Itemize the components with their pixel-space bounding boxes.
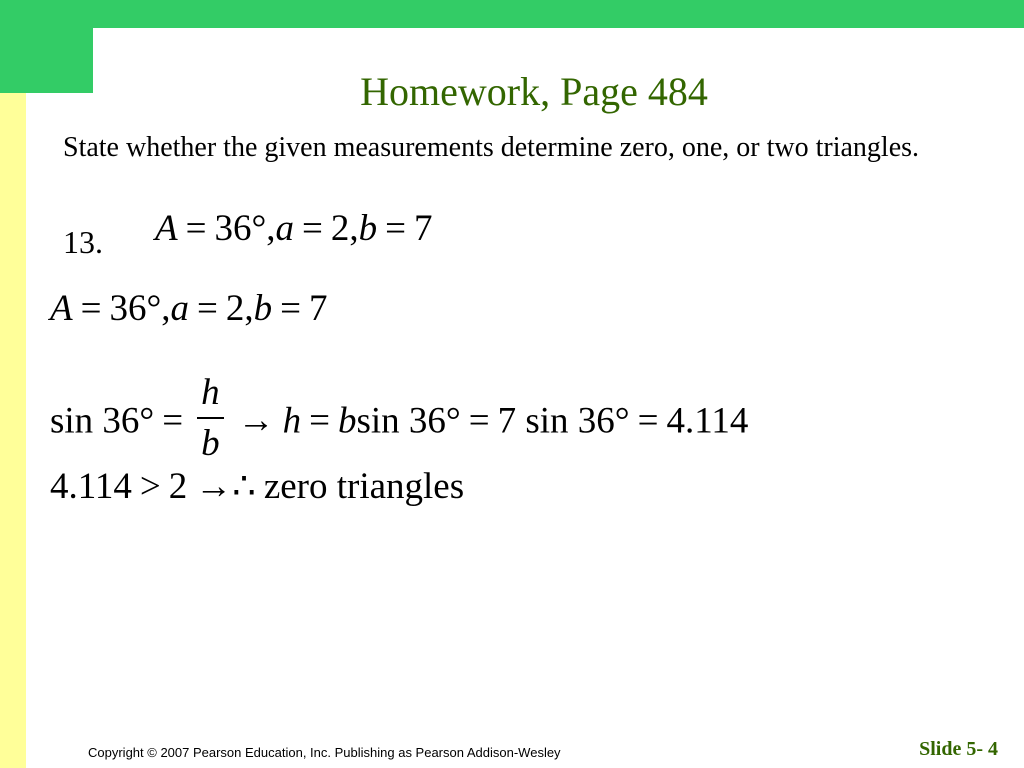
problem-number: 13. <box>63 224 103 260</box>
fraction-h-over-b <box>197 374 224 462</box>
fraction-numerator: h <box>197 374 224 419</box>
equals-sign: = <box>185 208 207 249</box>
compare-rhs: 2 <box>168 466 188 507</box>
sin-36: sin 36° <box>356 400 461 442</box>
var-A: A <box>155 208 178 249</box>
seven-sin-36: 7 sin 36° <box>497 400 630 442</box>
side-a-value: 2, <box>225 288 254 329</box>
equals-sign: = <box>80 288 102 329</box>
var-b: b <box>253 288 273 329</box>
conclusion-text: zero triangles <box>263 466 465 507</box>
var-a: a <box>275 208 295 249</box>
sin-lhs: sin 36° <box>50 400 155 442</box>
given-equation-image <box>155 210 433 247</box>
equals-sign: = <box>302 208 323 249</box>
equals-sign: = <box>197 288 218 329</box>
equals-sign: = <box>637 400 659 442</box>
fraction-denominator: b <box>201 423 220 464</box>
var-a: a <box>170 288 190 329</box>
equals-sign: = <box>468 400 490 442</box>
var-A: A <box>50 288 73 329</box>
angle-value: 36°, <box>214 208 276 249</box>
top-bar <box>0 0 1024 28</box>
equals-sign: = <box>162 400 184 442</box>
conclusion-line <box>50 468 464 505</box>
copyright-footer: Copyright © 2007 Pearson Education, Inc. Publishing as Pearson Addison-Wesley <box>88 745 561 760</box>
var-b: b <box>358 208 378 249</box>
height-equation <box>50 372 749 468</box>
var-b: b <box>337 400 357 442</box>
therefore-arrow: →∴ <box>195 466 256 507</box>
arrow-symbol: → <box>237 400 275 442</box>
left-strip <box>0 93 26 768</box>
problem-prompt: State whether the given measurements determine zero, one, or two triangles. <box>63 132 920 163</box>
compare-lhs: 4.114 <box>50 466 132 507</box>
slide-title: Homework, Page 484 <box>360 69 708 114</box>
equals-sign: = <box>280 288 302 329</box>
height-result: 4.114 <box>666 400 749 442</box>
side-b-value: 7 <box>309 288 328 329</box>
equals-sign: = <box>309 400 330 442</box>
greater-than-sign: > <box>139 466 161 507</box>
equals-sign: = <box>385 208 407 249</box>
angle-value: 36°, <box>109 288 171 329</box>
side-a-value: 2, <box>330 208 359 249</box>
side-b-value: 7 <box>414 208 433 249</box>
var-h: h <box>282 400 302 442</box>
given-equation-restated <box>50 290 328 327</box>
slide-number: Slide 5- 4 <box>919 738 998 760</box>
